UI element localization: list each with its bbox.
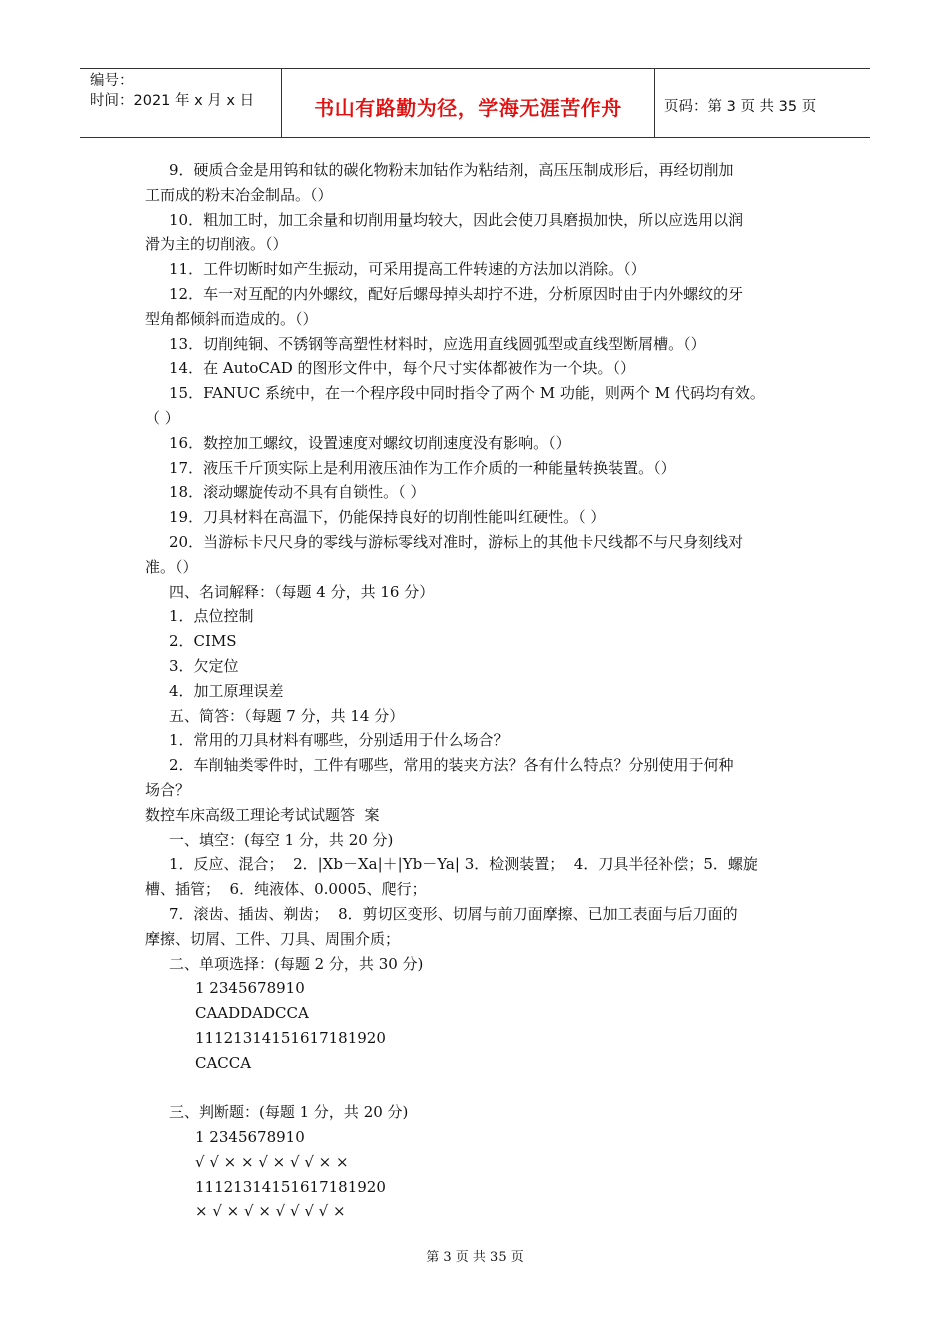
document-number-label: 编号： bbox=[90, 73, 134, 89]
question-line: 12．车一对互配的内外螺纹，配好后螺母掉头却拧不进，分析原因时由于内外螺纹的牙 bbox=[169, 284, 744, 303]
question-line: 滑为主的切削液。（） bbox=[145, 235, 288, 254]
question-line: 型角都倾斜而造成的。（） bbox=[145, 309, 318, 328]
question-line: 19．刀具材料在高温下，仍能保持良好的切削性能叫红硬性。（ ） bbox=[169, 508, 606, 527]
answer-line: 摩擦、切屑、工件、刀具、周围介质； bbox=[145, 929, 401, 948]
question-line: 1．点位控制 bbox=[169, 607, 254, 626]
answer-line: 7．滚齿、插齿、剃齿； 8．剪切区变形、切屑与前刀面摩擦、已加工表面与后刀面的 bbox=[169, 904, 738, 923]
header-meta bbox=[80, 69, 282, 137]
question-line: 场合？ bbox=[145, 780, 191, 799]
section-heading: 一、填空：(每空 1 分，共 20 分) bbox=[169, 830, 394, 849]
question-line: 9．硬质合金是用钨和钛的碳化物粉末加钴作为粘结剂，高压压制成形后，再经切削加 bbox=[169, 161, 734, 179]
question-line: 13．切削纯铜、不锈钢等高塑性材料时，应选用直线圆弧型或直线型断屑槽。（） bbox=[169, 334, 706, 353]
question-line: 3．欠定位 bbox=[169, 656, 239, 675]
question-line: 准。（） bbox=[145, 557, 198, 576]
answer-key-row: CACCA bbox=[195, 1053, 252, 1072]
section-heading: 三、判断题：(每题 1 分，共 20 分) bbox=[169, 1103, 409, 1122]
question-line: 17．液压千斤顶实际上是利用液压油作为工作介质的一种能量转换装置。（） bbox=[169, 458, 676, 477]
answer-key-row: √ √ × × √ × √ √ × × bbox=[195, 1152, 349, 1171]
section-heading: 四、名词解释：（每题 4 分，共 16 分） bbox=[169, 582, 435, 601]
document-body bbox=[145, 158, 823, 1224]
question-line: 18．滚动螺旋传动不具有自锁性。（ ） bbox=[169, 483, 426, 502]
answer-key-row: × √ × √ × √ √ √ √ × bbox=[195, 1202, 346, 1221]
question-line: 20．当游标卡尺尺身的零线与游标零线对准时，游标上的其他卡尺线都不与尺身刻线对 bbox=[169, 532, 744, 551]
question-line: 2．车削轴类零件时，工件有哪些，常用的装夹方法？各有什么特点？分别使用于何种 bbox=[169, 756, 734, 775]
question-line: 15．FANUC 系统中，在一个程序段中同时指令了两个 M 功能，则两个 M 代码均有效。 bbox=[169, 384, 765, 403]
question-line: 16．数控加工螺纹，设置速度对螺纹切削速度没有影响。（） bbox=[169, 433, 571, 452]
answer-number-row: 11121314151617181920 bbox=[195, 1177, 386, 1196]
question-line: 11．工件切断时如产生振动，可采用提高工件转速的方法加以消除。（） bbox=[169, 260, 646, 279]
section-heading: 五、简答：（每题 7 分，共 14 分） bbox=[169, 706, 405, 725]
page-header bbox=[80, 68, 870, 138]
answer-line: 槽、插管； 6．纯液体、0.0005、爬行； bbox=[145, 880, 427, 899]
question-line: 4．加工原理误差 bbox=[169, 681, 284, 700]
question-line: 1．常用的刀具材料有哪些，分别适用于什么场合？ bbox=[169, 731, 509, 750]
header-page-number: 页码：第 3 页 共 35 页 bbox=[664, 98, 817, 115]
answer-number-row: 1 2345678910 bbox=[195, 979, 305, 998]
header-motto: 书山有路勤为径，学海无涯苦作舟 bbox=[282, 69, 655, 137]
blank-line bbox=[145, 1075, 823, 1100]
question-line: 工而成的粉末冶金制品。（） bbox=[145, 185, 333, 204]
document-date-label: 时间：2021 年 x 月 x 日 bbox=[90, 93, 255, 109]
section-heading: 二、单项选择：(每题 2 分，共 30 分) bbox=[169, 954, 424, 973]
answer-key-row: CAADDADCCA bbox=[195, 1004, 309, 1023]
answer-line: 1．反应、混合； 2．|Xb－Xa|＋|Yb－Ya| 3．检测装置； 4．刀具半径补偿；5．螺旋 bbox=[169, 855, 758, 874]
question-line: 2．CIMS bbox=[169, 632, 237, 651]
question-line: 14．在 AutoCAD 的图形文件中，每个尺寸实体都被作为一个块。（） bbox=[169, 359, 636, 378]
page-footer: 第 3 页 共 35 页 bbox=[426, 1250, 524, 1265]
question-line: 10．粗加工时，加工余量和切削用量均较大，因此会使刀具磨损加快，所以应选用以润 bbox=[169, 210, 744, 229]
answer-number-row: 1 2345678910 bbox=[195, 1128, 305, 1147]
answer-title: 数控车床高级工理论考试试题答 案 bbox=[145, 805, 380, 824]
question-line: （ ） bbox=[145, 408, 180, 427]
answer-number-row: 11121314151617181920 bbox=[195, 1028, 386, 1047]
